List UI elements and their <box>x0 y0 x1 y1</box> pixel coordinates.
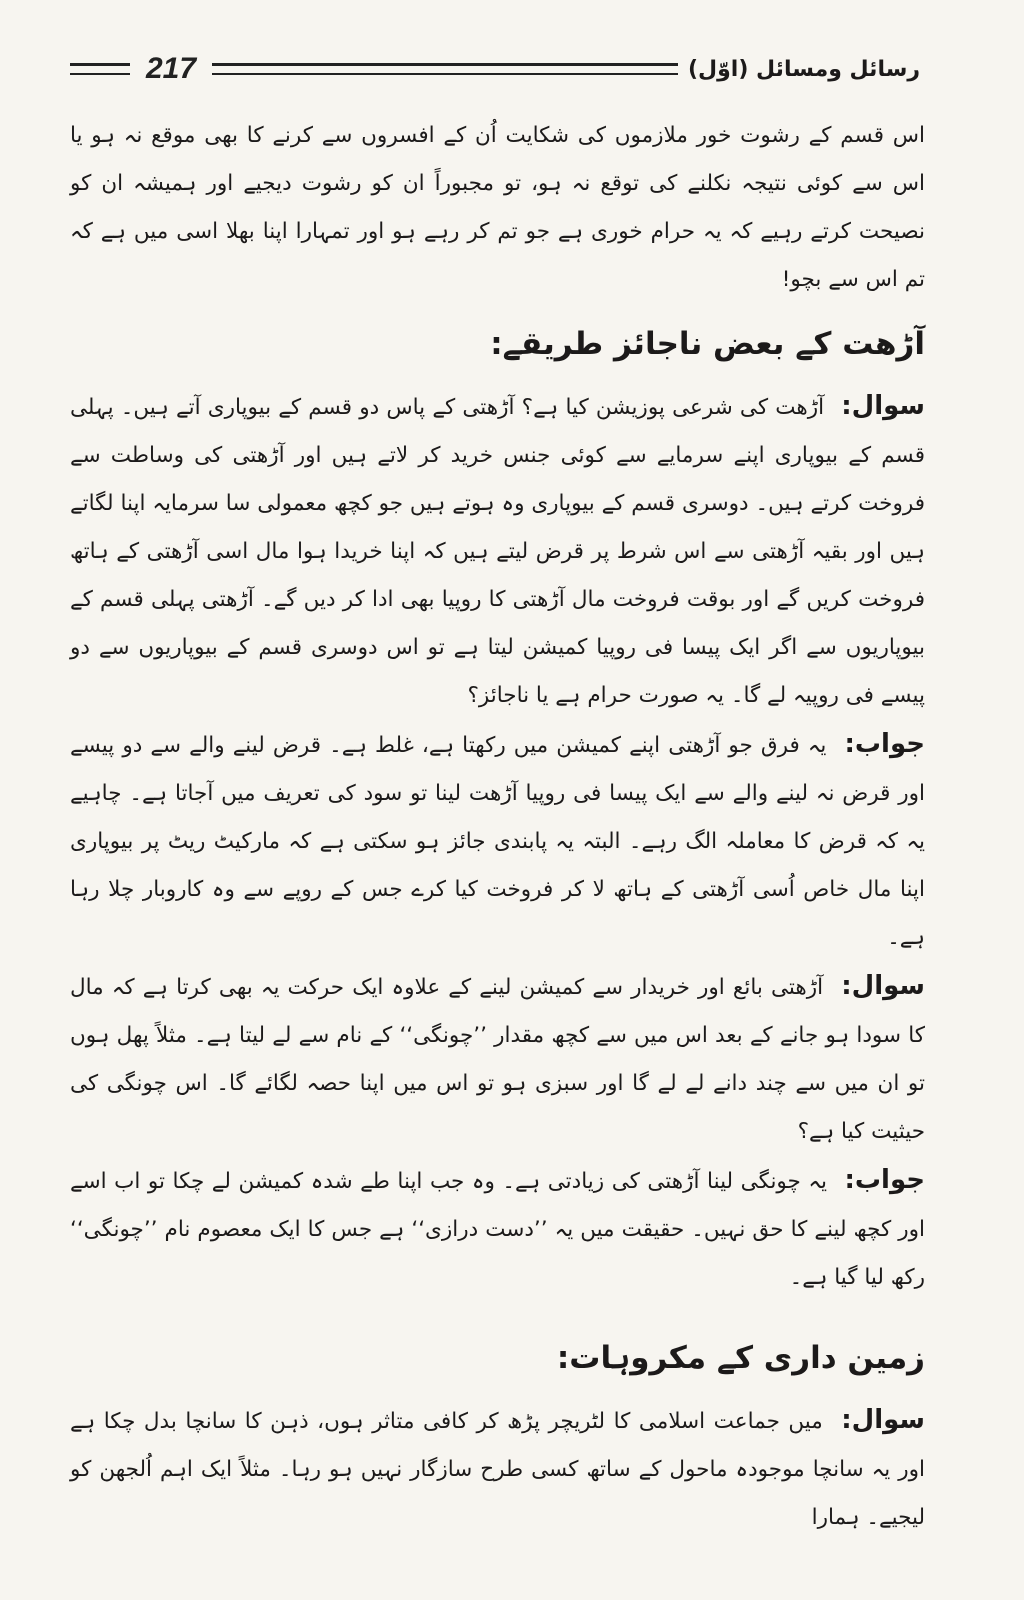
page-header <box>70 44 920 94</box>
section-heading-zamindari: زمین داری کے مکروہات: <box>556 1340 925 1376</box>
intro-paragraph: اس قسم کے رشوت خور ملازموں کی شکایت اُن کے افسروں سے کرنے کا بھی موقع نہ ہو یا اس سے کوئی نتیجہ نکلنے کی توقع نہ ہو، تو مجبوراً ان کو رشوت دیجیے اور ہمیشہ ان کو نصیحت کرتے رہیے کہ یہ حرام خوری ہے جو تم کر رہے ہو اور تمہارا اپنا بھلا اسی میں ہے کہ تم اس سے بچو! <box>70 123 925 292</box>
question-label: سوال: <box>841 1405 925 1435</box>
book-title: رسائل ومسائل (اوّل) <box>687 56 920 82</box>
page-number: 217 <box>146 52 197 85</box>
question-text: آڑھتی بائع اور خریدار سے کمیشن لینے کے علاوہ ایک حرکت یہ بھی کرتا ہے کہ مال کا سودا ہو جانے کے بعد اس میں سے کچھ مقدار ’’چونگی‘‘ کے نام سے لے لیتا ہے۔ مثلاً پھل ہوں تو ان میں سے چند دانے لے لے گا اور سبزی ہو تو اس میں اپنا حصہ لگائے گا۔ اس چونگی کی حیثیت کیا ہے؟ <box>70 975 925 1144</box>
answer-text: یہ فرق جو آڑھتی اپنے کمیشن میں رکھتا ہے، غلط ہے۔ قرض لینے والے سے دو پیسے اور قرض نہ لینے والے سے ایک پیسا فی روپیا آڑھت لینا تو سود کی تعریف میں آجاتا ہے۔ چاہیے یہ کہ قرض کا معاملہ الگ رہے۔ البتہ یہ پابندی جائز ہو سکتی ہے کہ مارکیٹ ریٹ پر بیوپاری اپنا مال خاص اُسی آڑھتی کے ہاتھ لا کر فروخت کیا کرے جس کے روپے سے وہ کاروبار چلا رہا ہے۔ <box>70 733 925 950</box>
question-label: سوال: <box>841 391 925 421</box>
question-text: آڑھت کی شرعی پوزیشن کیا ہے؟ آڑھتی کے پاس دو قسم کے بیوپاری آتے ہیں۔ پہلی قسم کے بیوپاری اپنے سرمایے سے کوئی جنس خرید کر لاتے ہیں اور آڑھتی کی وساطت سے فروخت کرتے ہیں۔ دوسری قسم کے بیوپاری وہ ہوتے ہیں جو کچھ معمولی سا سرمایہ اپنا لگاتے ہیں اور بقیہ آڑھتی سے اس شرط پر قرض لیتے ہیں کہ اپنا خریدا ہوا مال اسی آڑھتی کے ہاتھ فروخت کریں گے اور بوقت فروخت مال آڑھتی کا روپیا بھی ادا کر دیں گے۔ آڑھتی پہلی قسم کے بیوپاریوں سے اگر ایک پیسا فی روپیا کمیشن لیتا ہے تو اس دوسری قسم کے بیوپاریوں سے دو پیسے فی روپیہ لے گا۔ یہ صورت حرام ہے یا ناجائز؟ <box>70 395 925 708</box>
header-rule-right <box>212 63 678 75</box>
answer-paragraph <box>70 720 925 962</box>
question-paragraph <box>70 1396 925 1542</box>
answer-text: یہ چونگی لینا آڑھتی کی زیادتی ہے۔ وہ جب اپنا طے شدہ کمیشن لے چکا تو اب اسے اور کچھ لینے کا حق نہیں۔ حقیقت میں یہ ’’دست درازی‘‘ ہے جس کا ایک معصوم نام ’’چونگی‘‘ رکھ لیا گیا ہے۔ <box>70 1169 925 1290</box>
header-rule-left <box>70 63 130 75</box>
page-body <box>70 112 925 1542</box>
question-paragraph <box>70 962 925 1156</box>
question-label: سوال: <box>841 971 925 1001</box>
question-text: میں جماعت اسلامی کا لٹریچر پڑھ کر کافی متاثر ہوں، ذہن کا سانچا بدل چکا ہے اور یہ سانچا موجودہ ماحول کے ساتھ کسی طرح سازگار نہیں ہو رہا۔ مثلاً ایک اہم اُلجھن کو لیجیے۔ ہمارا <box>70 1409 925 1530</box>
answer-label: جواب: <box>844 729 925 759</box>
answer-label: جواب: <box>844 1165 925 1195</box>
answer-paragraph <box>70 1156 925 1302</box>
section-heading-arhat: آڑھت کے بعض ناجائز طریقے: <box>490 326 925 362</box>
question-paragraph <box>70 382 925 720</box>
